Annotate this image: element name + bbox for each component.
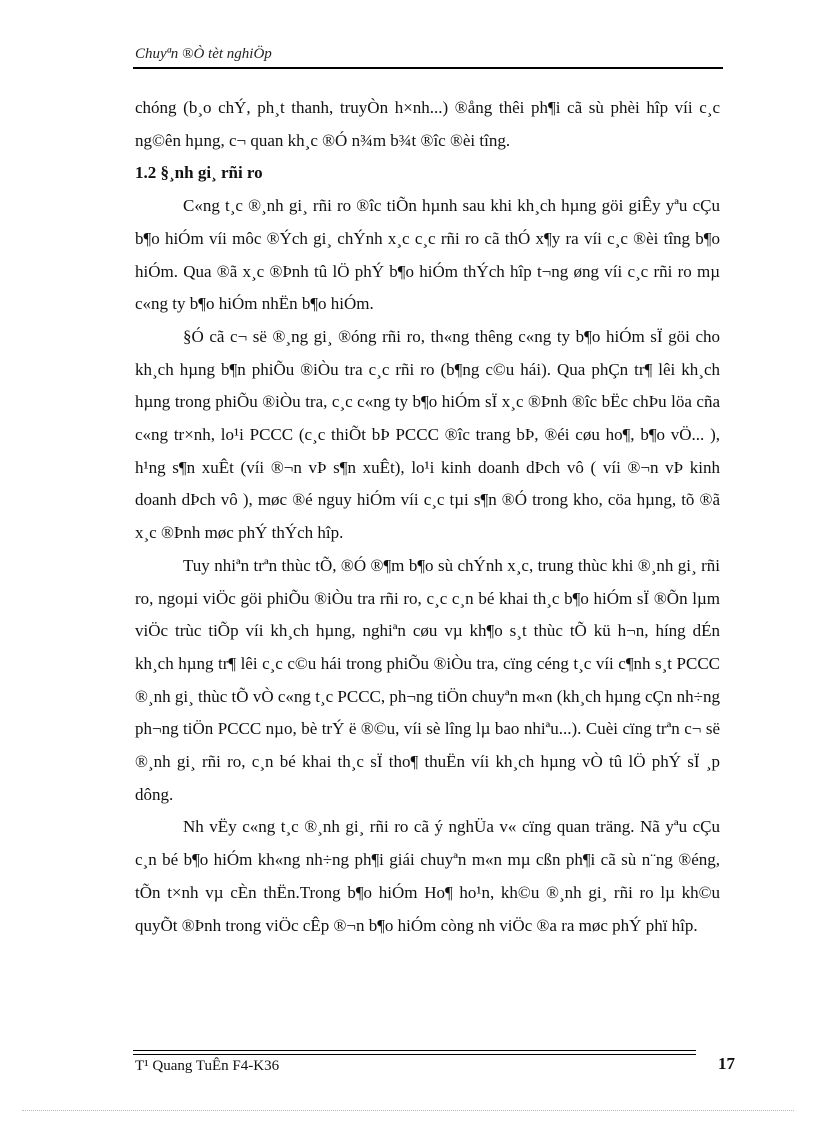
paragraph: §Ó cã c¬ së ®¸ng gi¸ ®óng rñi ro, th«ng thêng c«ng ty b¶o hiÓm sÏ göi cho kh¸ch hµng b¶n phiÕu ®iÒu tra c¸c rñi ro (b¶ng c©u hái). Qua phÇn tr¶ lêi kh¸ch hµng trong phiÕu ®iÒu tra, c¸c c«ng ty b¶o hiÓm sÏ x¸c ®Þnh ®îc bËc chÞu löa cña c«ng tr×nh, lo¹i PCCC (c¸c thiÕt bÞ PCCC ®îc trang bÞ, ®éi cøu ho¶, b¶o vÖ... ), h¹ng s¶n xuÊt (víi ®¬n vÞ s¶n xuÊt), lo¹i kinh doanh dÞch vô ( víi ®¬n vÞ kinh doanh dÞch vô ), møc ®é nguy hiÓm víi c¸c tµi s¶n ®Ó trong kho, cöa hµng, tõ ®ã x¸c ®Þnh møc phÝ thÝch hîp. xyxy=(135,326,720,543)
footer-divider xyxy=(133,1050,696,1055)
paragraph: chóng (b¸o chÝ, ph¸t thanh, truyÒn h×nh...) ®ång thêi ph¶i cã sù phèi hîp víi c¸c ng©ên hµng, c¬ quan kh¸c ®Ó n¾m b¾t ®îc ®èi tîng. xyxy=(135,98,720,150)
page-number: 17 xyxy=(718,1054,735,1073)
page-edge xyxy=(22,1110,794,1111)
running-header: Chuyªn ®Ò tèt nghiÖp xyxy=(135,46,272,62)
document-body xyxy=(135,92,720,942)
paragraph: C«ng t¸c ®¸nh gi¸ rñi ro ®îc tiÕn hµnh sau khi kh¸ch hµng göi giÊy yªu cÇu b¶o hiÓm víi môc ®Ých gi¸ chÝnh x¸c c¸c rñi ro cã thÓ x¶y ra víi c¸c ®èi tîng b¶o hiÓm. Qua ®ã x¸c ®Þnh tû lÖ phÝ b¶o hiÓm thÝch hîp t¬ng øng víi c¸c rñi ro mµ c«ng ty b¶o hiÓm nhËn b¶o hiÓm. xyxy=(135,196,720,314)
paragraph: Nh vËy c«ng t¸c ®¸nh gi¸ rñi ro cã ý nghÜa v« cïng quan träng. Nã yªu cÇu c¸n bé b¶o hiÓm kh«ng nh÷ng ph¶i giái chuyªn m«n mµ cßn ph¶i cã sù n¨ng ®éng, tÕn t×nh vµ cÈn thËn.Trong b¶o hiÓm Ho¶ ho¹n, kh©u ®¸nh gi¸ rñi ro lµ kh©u quyÕt ®Þnh trong viÖc cÊp ®¬n b¶o hiÓm còng nh viÖc ®a ra møc phÝ phï hîp. xyxy=(135,817,720,935)
footer-author: T¹ Quang TuÊn F4-K36 xyxy=(135,1058,280,1074)
paragraph: Tuy nhiªn trªn thùc tÕ, ®Ó ®¶m b¶o sù chÝnh x¸c, trung thùc khi ®¸nh gi¸ rñi ro, ngoµi viÖc göi phiÕu ®iÒu tra rñi ro, c¸c c¸n bé khai th¸c b¶o hiÓm sÏ ®Õn lµm viÖc trùc tiÕp víi kh¸ch hµng, nghiªn cøu vµ kh¶o s¸t thùc tÕ kü h¬n, híng dÉn kh¸ch hµng tr¶ lêi c¸c c©u hái trong phiÕu ®iÒu tra, cïng céng t¸c víi c¶nh s¸t PCCC ®¸nh gi¸ thùc tÕ vÒ c«ng t¸c PCCC, ph¬ng tiÖn chuyªn m«n (kh¸ch hµng cÇn nh÷ng ph¬ng tiÖn PCCC nµo, bè trÝ ë ®©u, víi sè lîng lµ bao nhiªu...). Cuèi cïng trªn c¬ së ®¸nh gi¸ rñi ro, c¸n bé khai th¸c sÏ tho¶ thuËn víi kh¸ch hµng vÒ tû lÖ phÝ sÏ ¸p dông. xyxy=(135,555,720,804)
section-heading: 1.2 §¸nh gi¸ rñi ro xyxy=(135,163,263,183)
header-divider xyxy=(133,67,723,69)
